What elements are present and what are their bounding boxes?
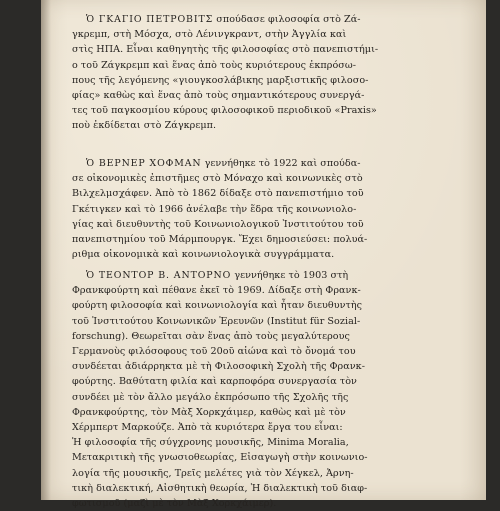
- bio-text-line: λογία τῆς μουσικῆς, Τρεῖς μελέτες γιὰ τὸν Χέγκελ, Ἀρνη-: [72, 467, 354, 479]
- bio-first-line: [72, 268, 444, 283]
- bio-text-line: τοῦ Ἰνστιτούτου Κοινωνικῶν Ἐρευνῶν (Institut für Sozial-: [72, 315, 361, 327]
- page-fold-shadow: [41, 0, 51, 500]
- bio-text-line: ο τοῦ Ζάγκρεμπ καὶ ἕνας ἀπὸ τοὺς κυριότερους ἐκπρόσω-: [72, 59, 357, 71]
- bio-text-line: πανεπιστημίου τοῦ Μάρμπουργκ. Ἔχει δημοσιεύσει: πολυά-: [72, 234, 368, 246]
- bio-text-line: Φρανκφούρτης, τὸν Μὰξ Χορκχάιμερ, καθὼς καὶ μὲ τὸν: [72, 406, 346, 418]
- bio-first-line: [72, 156, 444, 171]
- bio-text-line: Γκέτιγκεν καὶ τὸ 1966 ἀνέλαβε τὴν ἕδρα τῆς κοινωνιολο-: [72, 203, 357, 215]
- bio-text-line: ποὺ ἐκδίδεται στὸ Ζάγκρεμπ.: [72, 120, 217, 132]
- bio-text-line: Φρανκφούρτη καὶ πέθανε ἐκεῖ τὸ 1969. Δίδαξε στὴ Φρανκ-: [72, 285, 361, 297]
- bio-text-line: Βιλχελμσχάφεν. Ἀπὸ τὸ 1862 δίδαξε στὸ πανεπιστήμιο τοῦ: [72, 188, 364, 200]
- bio-first-line: [72, 12, 444, 27]
- bio-text-line: γεννήθηκε τὸ 1922 καὶ σπούδα-: [201, 158, 361, 169]
- bio-adorno: [72, 268, 444, 511]
- bio-text-line: φούρτη φιλοσοφία καὶ κοινωνιολογία καὶ ἦταν διευθυντὴς: [72, 300, 363, 312]
- bio-text-line: Μετακριτικὴ τῆς γνωσιοθεωρίας, Εἰσαγωγὴ στὴν κοινωνιο-: [72, 452, 368, 464]
- bio-text-line: γίας καὶ διευθυντὴς τοῦ Κοινωνιολογικοῦ Ἰνστιτούτου τοῦ: [72, 218, 364, 230]
- bio-name: Ὁ ΒΕΡΝΕΡ ΧΟΦΜΑΝ: [86, 158, 202, 169]
- bio-text-line: συνδέει μὲ τὸν ἄλλο μεγάλο ἐκπρόσωπο τῆς Σχολῆς τῆς: [72, 391, 349, 403]
- bio-name: Ὁ ΤΕΟΝΤΟΡ Β. ΑΝΤΟΡΝΟ: [86, 270, 232, 281]
- bio-text-line: σπούδασε φιλοσοφία στὸ Ζά-: [213, 14, 361, 25]
- bio-text-line: τες τοῦ παγκοσμίου κύρους φιλοσοφικοῦ περιοδικοῦ «Praxis»: [72, 105, 377, 117]
- bio-name: Ὁ ΓΚΑΓΙΟ ΠΕΤΡΟΒΙΤΣ: [86, 14, 214, 25]
- bio-hofmann: [72, 156, 444, 262]
- bio-text-line: τικὴ διαλεκτική, Αἰσθητικὴ θεωρία, Ἡ διαλεκτικὴ τοῦ διαφ-: [72, 482, 368, 494]
- bio-text-line: ριθμα οἰκονομικὰ καὶ κοινωνιολογικὰ συγγράμματα.: [72, 249, 335, 261]
- bio-text-line: φίας» καθὼς καὶ ἕνας ἀπὸ τοὺς σημαντικότερους συνεργά-: [72, 90, 365, 102]
- bio-text-line: Ἡ φιλοσοφία τῆς σύγχρονης μουσικῆς, Minima Moralia,: [72, 437, 349, 449]
- bio-text-line: φούρτης. Βαθύτατη φιλία καὶ καρποφόρα συνεργασία τὸν: [72, 376, 357, 388]
- bio-text-line: Χέρμπερτ Μαρκούζε. Ἀπὸ τὰ κυριότερα ἔργα του εἶναι:: [72, 422, 343, 434]
- bio-text-line: γεννήθηκε τὸ 1903 στὴ: [231, 270, 349, 281]
- bio-text-line: γκρεμπ, στὴ Μόσχα, στὸ Λένινγκραντ, στὴν Ἀγγλία καὶ: [72, 29, 347, 41]
- bio-text-line: Γερμανοὺς φιλόσοφους τοῦ 20οῦ αἰώνα καὶ τὸ ὄνομά του: [72, 346, 356, 358]
- bio-text-line: σε οἰκονομικὲς ἐπιστῆμες στὸ Μόναχο καὶ κοινωνικὲς στὸ: [72, 173, 363, 185]
- bio-text-line: φωτισμοῦ (μαζὶ μὲ τὸν Μὰξ Χορκχάιμερ).: [72, 498, 277, 510]
- bio-text-line: στὶς ΗΠΑ. Εἶναι καθηγητὴς τῆς φιλοσοφίας στὸ πανεπιστήμι-: [72, 44, 379, 56]
- bio-petrovic: [72, 12, 444, 134]
- bio-text-line: forschung). Θεωρεῖται σὰν ἕνας ἀπὸ τοὺς μεγαλύτερους: [72, 330, 350, 342]
- bio-text-line: συνδέεται ἀδιάρρηκτα μὲ τὴ Φιλοσοφικὴ Σχολὴ τῆς Φρανκ-: [72, 361, 365, 373]
- bio-text-line: πους τῆς λεγόμενης «γιουγκοσλάβικης μαρξιστικῆς φιλοσο-: [72, 74, 369, 86]
